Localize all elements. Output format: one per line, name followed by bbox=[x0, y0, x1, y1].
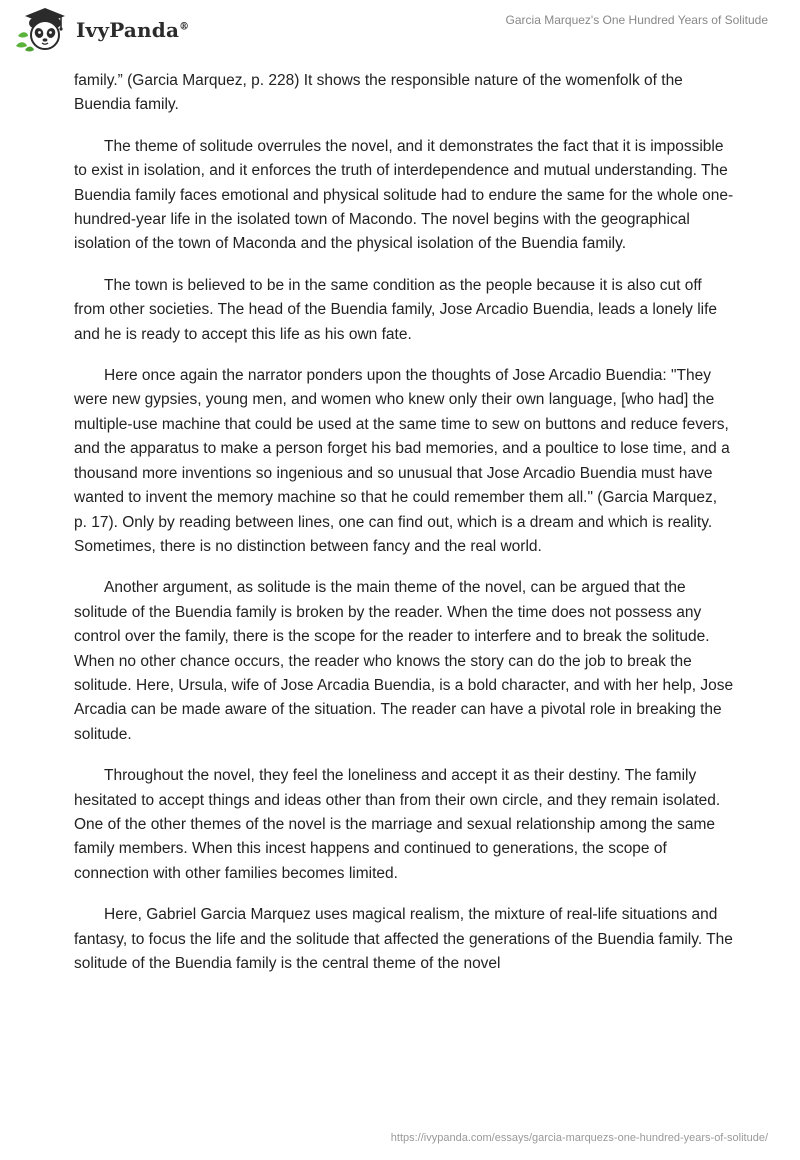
panda-logo-icon bbox=[14, 6, 72, 54]
paragraph-4: Here once again the narrator ponders upon the thoughts of Jose Arcadio Buendia: "They were new gypsies, young men, and women who knew only their own language, [who had] the multiple-use machine that could be used at the same time to sew on buttons and reduce fevers, and the apparatus to make a person forget his bad memories, and a poultice to lose time, and a thousand more inventions so ingenious and so unusual that Jose Arcadio Buendia must have wanted to invent the memory machine so that he could remember them all." (Garcia Marquez, p. 17). Only by reading between lines, one can find out, which is a dream and which is reality. Sometimes, there is no distinction between fancy and the real world. bbox=[74, 367, 730, 555]
paragraph-7: Here, Gabriel Garcia Marquez uses magical realism, the mixture of real-life situations and fantasy, to focus the life and the solitude that affected the generations of the Buendia family. The solitude of the Buendia family is the central theme of the novel bbox=[74, 906, 733, 972]
paragraph-6: Throughout the novel, they feel the loneliness and accept it as their destiny. The family hesitated to accept things and ideas other than from their own circle, and they remain isolated. One of the other themes of the novel is the marriage and sexual relationship among the same family members. When this incest happens and continued to generations, the scope of connection with other families becomes limited. bbox=[74, 767, 721, 882]
document-title: Garcia Marquez's One Hundred Years of Solitude bbox=[505, 13, 768, 27]
page-header bbox=[0, 0, 800, 60]
source-url[interactable]: https://ivypanda.com/essays/garcia-marquezs-one-hundred-years-of-solitude/ bbox=[390, 1132, 768, 1144]
registered-mark: ® bbox=[179, 21, 190, 33]
paragraph-5: Another argument, as solitude is the main theme of the novel, can be argued that the solitude of the Buendia family is broken by the reader. When the time does not possess any control over the family, there is the scope for the reader to interfere and to break the solitude. When no other chance occurs, the reader who knows the story can do the job to break the solitude. Here, Ursula, wife of Jose Arcadia Buendia, is a bold character, and with her help, Jose Arcadia can be made aware of the situation. The reader can have a pivotal role in breaking the solitude. bbox=[74, 579, 734, 743]
paragraph-3: The town is believed to be in the same condition as the people because it is also cut off from other societies. The head of the Buendia family, Jose Arcadio Buendia, leads a lonely life and he is ready to accept this life as his own fate. bbox=[74, 276, 718, 343]
brand-name-text: IvyPanda bbox=[76, 18, 180, 42]
essay-body bbox=[74, 69, 734, 993]
paragraph-2: The theme of solitude overrules the novel, and it demonstrates the fact that it is impossible to exist in isolation, and it enforces the truth of interdependence and mutual understanding. The Buendia family faces emotional and physical solitude had to endure the same for the whole one-hundred-year life in the isolated town of Macondo. The novel begins with the geographical isolation of the town of Maconda and the physical isolation of the Buendia family. bbox=[74, 137, 734, 253]
paragraph-1: family.” (Garcia Marquez, p. 228) It shows the responsible nature of the womenfolk of the Buendia family. bbox=[74, 72, 683, 114]
brand-name bbox=[76, 18, 189, 42]
ivypanda-logo[interactable] bbox=[14, 6, 189, 54]
